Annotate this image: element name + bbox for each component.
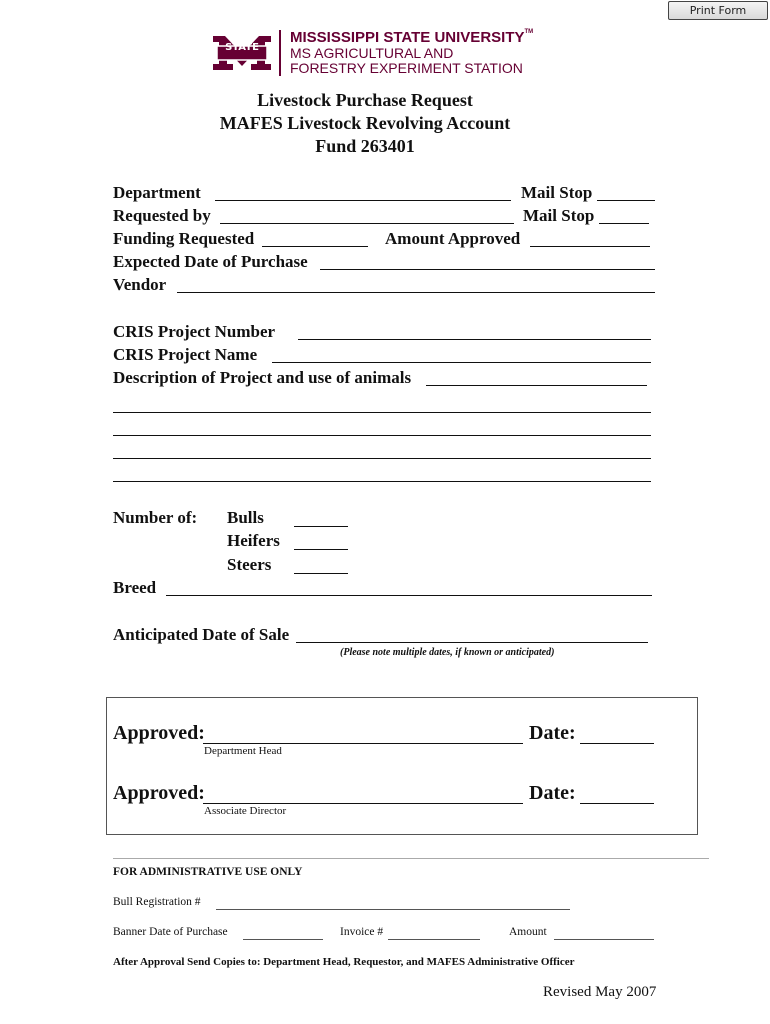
dates-note: (Please note multiple dates, if known or anticipated) (340, 647, 555, 658)
expected-date-label: Expected Date of Purchase (113, 252, 308, 271)
funding-requested-label: Funding Requested (113, 229, 255, 248)
cris-number-field[interactable] (298, 324, 651, 340)
revised-date: Revised May 2007 (543, 984, 657, 1000)
logo-divider (279, 30, 281, 76)
requested-by-label: Requested by (113, 206, 211, 225)
approval-box (106, 697, 698, 835)
msu-m-logo-icon (211, 32, 273, 74)
funding-requested-field[interactable] (262, 231, 368, 247)
mail-stop-label-2: Mail Stop (523, 206, 595, 225)
banner-date-field[interactable] (243, 927, 323, 940)
date-field-2[interactable] (580, 786, 654, 804)
cris-name-label: CRIS Project Name (113, 345, 258, 364)
description-field[interactable] (426, 370, 647, 386)
logo-tm: TM (524, 29, 534, 35)
logo-line2: MS AGRICULTURAL AND (290, 45, 454, 61)
anticipated-date-label: Anticipated Date of Sale (113, 625, 290, 644)
mail-stop-label-1: Mail Stop (521, 183, 593, 202)
logo-university (290, 29, 533, 46)
bull-registration-field[interactable] (216, 897, 570, 910)
assoc-director-caption: Associate Director (204, 805, 287, 817)
department-label: Department (113, 183, 201, 202)
approved-label-2: Approved: (113, 782, 205, 804)
heifers-label: Heifers (227, 531, 280, 550)
admin-divider (113, 858, 709, 859)
amount-label: Amount (509, 926, 547, 938)
form-subtitle: MAFES Livestock Revolving Account (219, 113, 511, 133)
steers-label: Steers (227, 555, 272, 574)
logo-seal-text: STATE (225, 42, 259, 53)
cris-name-field[interactable] (272, 347, 651, 363)
print-form-button[interactable]: Print Form (668, 1, 768, 20)
after-approval-note: After Approval Send Copies to: Department Head, Requestor, and MAFES Administrative Officer (113, 956, 575, 968)
mail-stop-field-2[interactable] (599, 208, 649, 224)
steers-field[interactable] (294, 558, 348, 574)
amount-field[interactable] (554, 927, 654, 940)
description-line-1[interactable] (113, 397, 651, 413)
approved-label-1: Approved: (113, 722, 205, 744)
bulls-label: Bulls (227, 508, 264, 527)
vendor-field[interactable] (177, 277, 655, 293)
breed-label: Breed (113, 578, 157, 597)
description-line-2[interactable] (113, 420, 651, 436)
date-label-1: Date: (529, 722, 576, 744)
date-field-1[interactable] (580, 726, 654, 744)
bull-registration-label: Bull Registration # (113, 896, 201, 908)
amount-approved-field[interactable] (530, 231, 650, 247)
number-of-label: Number of: (113, 508, 198, 527)
description-line-4[interactable] (113, 466, 651, 482)
department-field[interactable] (215, 185, 511, 201)
dept-head-signature-field[interactable] (203, 726, 523, 744)
description-label: Description of Project and use of animals (113, 368, 412, 387)
date-label-2: Date: (529, 782, 576, 804)
form-title: Livestock Purchase Request (257, 90, 473, 110)
admin-heading: FOR ADMINISTRATIVE USE ONLY (113, 866, 303, 878)
invoice-field[interactable] (388, 927, 480, 940)
invoice-label: Invoice # (340, 926, 384, 938)
bulls-field[interactable] (294, 511, 348, 527)
anticipated-date-field[interactable] (296, 627, 648, 643)
dept-head-caption: Department Head (204, 745, 282, 757)
amount-approved-label: Amount Approved (385, 229, 521, 248)
logo-university-text: MISSISSIPPI STATE UNIVERSITY (290, 29, 525, 46)
banner-date-label: Banner Date of Purchase (113, 926, 228, 938)
logo-line3: FORESTRY EXPERIMENT STATION (290, 60, 523, 76)
vendor-label: Vendor (113, 275, 167, 294)
requested-by-field[interactable] (220, 208, 514, 224)
breed-field[interactable] (166, 580, 652, 596)
cris-number-label: CRIS Project Number (113, 322, 276, 341)
expected-date-field[interactable] (320, 254, 655, 270)
assoc-director-signature-field[interactable] (203, 786, 523, 804)
heifers-field[interactable] (294, 534, 348, 550)
mail-stop-field-1[interactable] (597, 185, 655, 201)
description-line-3[interactable] (113, 443, 651, 459)
fund-number: Fund 263401 (315, 136, 415, 156)
